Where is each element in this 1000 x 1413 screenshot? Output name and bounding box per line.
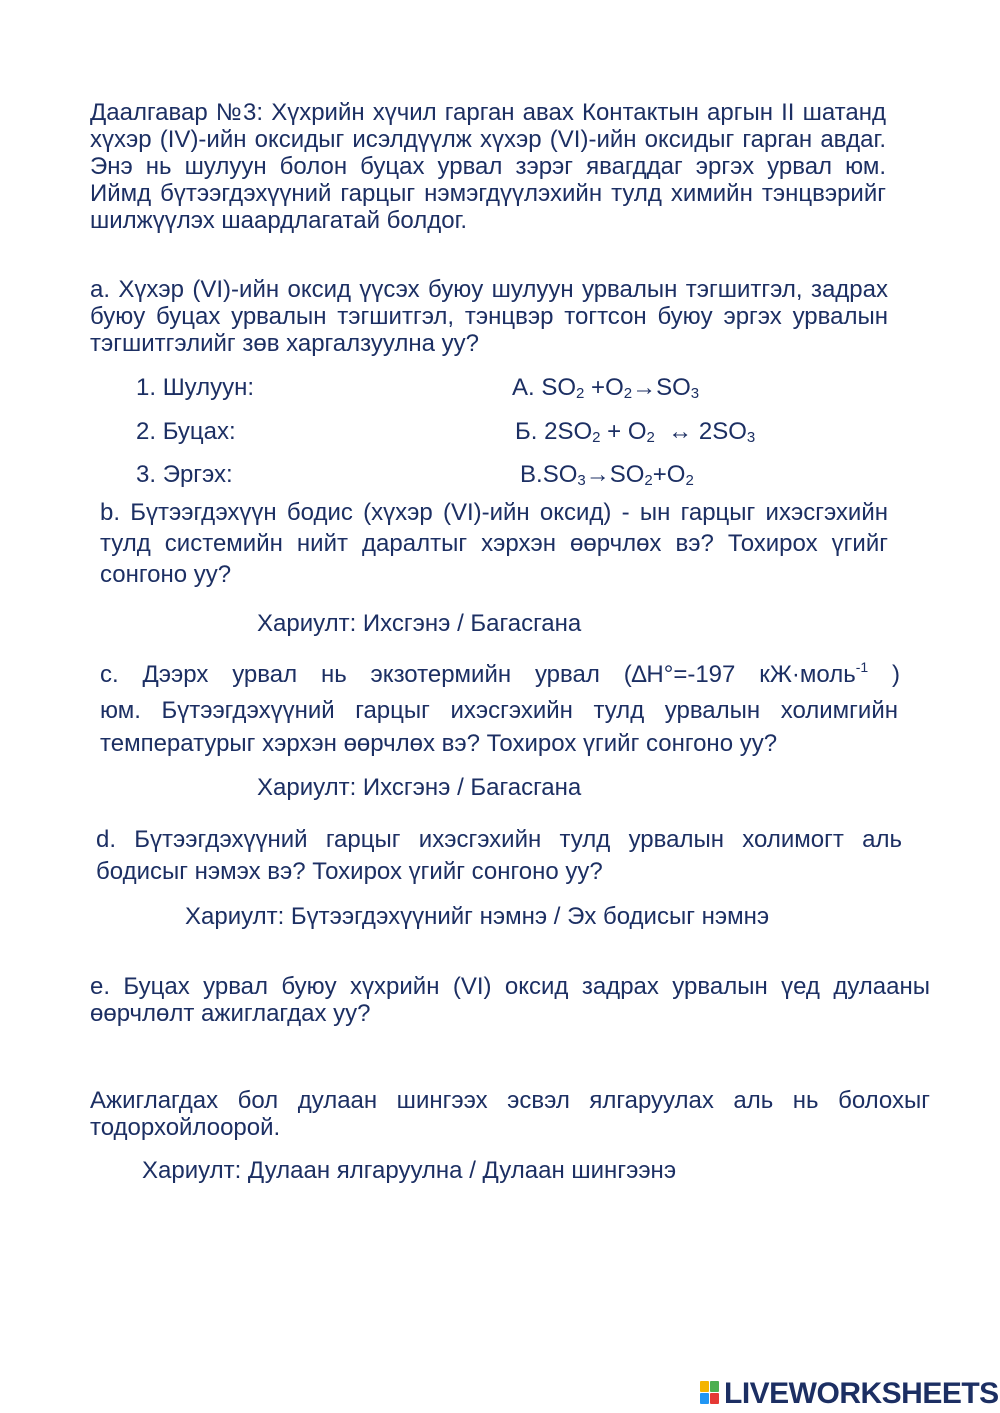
match-item-1: 1. Шулуун: (136, 374, 255, 401)
liveworksheets-logo (700, 1377, 999, 1411)
question-e: e. Буцах урвал буюу хүхрийн (VI) оксид задрах урвалын үед дулааны өөрчлөлт ажиглагдах уу? (90, 973, 930, 1027)
question-c-line1: c. Дээрх урвал нь экзотермийн урвал (∆H°=-197 кЖ·моль$^{-1}$ ) (100, 659, 900, 688)
liveworksheets-logo-text: LIVEWORKSHEETS (724, 1377, 999, 1410)
task-intro: Даалгавар №3: Хүхрийн хүчил гарган авах Контактын аргын II шатанд хүхэр (IV)-ийн оксидыг исэлдүүлж хүхэр (VI)-ийн оксидыг гарган авдаг. Энэ нь шулуун болон буцах урвал зэрэг явагддаг эргэх урвал юм. Иймд бүтээгдэхүүний гарцыг нэмэгдүүлэхийн тулд химийн тэнцвэрийг шилжүүлэх шаардлагатай болдог. (90, 99, 886, 234)
match-item-2: 2. Буцах: (136, 418, 236, 445)
answer-b[interactable]: Хариулт: Ихсгэнэ / Багасгана (257, 610, 582, 637)
answer-c[interactable]: Хариулт: Ихсгэнэ / Багасгана (257, 774, 582, 801)
answer-d[interactable]: Хариулт: Бүтээгдэхүүнийг нэмнэ / Эх бодисыг нэмнэ (185, 903, 770, 930)
question-a: a. Хүхэр (VI)-ийн оксид үүсэх буюу шулуун урвалын тэгшитгэл, задрах буюу буцах урвалын тэгшитгэл, тэнцвэр тогтсон буюу эргэх урвалын тэгшитгэлийг зөв харгалзуулна уу? (90, 276, 888, 357)
question-e-followup: Ажиглагдах бол дулаан шингээх эсвэл ялгаруулах аль нь болохыг тодорхойлоорой. (90, 1087, 930, 1141)
equation-b: Б. $2SO_2 + O_2$ ↔ $2SO_3$ (515, 418, 756, 446)
equation-a: А. $SO_2 +O_2\to SO_3$ (512, 374, 700, 402)
question-b: b. Бүтээгдэхүүн бодис (хүхэр (VI)-ийн оксид) - ын гарцыг ихэсгэхийн тулд системийн нийт даралтыг хэрхэн өөрчлөх вэ? Тохирох үгийг сонгоно уу? (100, 499, 888, 588)
liveworksheets-logo-icon (700, 1381, 720, 1405)
answer-e[interactable]: Хариулт: Дулаан ялгаруулна / Дулаан шингээнэ (142, 1157, 677, 1184)
match-item-3: 3. Эргэх: (136, 461, 233, 488)
equation-c: $В.SO_3\to SO_2+O_2$ (520, 461, 694, 489)
question-d: d. Бүтээгдэхүүний гарцыг ихэсгэхийн тулд урвалын холимогт аль бодисыг нэмэх вэ? Тохирох үгийг сонгоно уу? (96, 826, 902, 885)
question-c: юм. Бүтээгдэхүүний гарцыг ихэсгэхийн тулд урвалын холимгийн температурыг хэрхэн өөрчлөх вэ? Тохирох үгийг сонгоно уу? (100, 697, 898, 757)
